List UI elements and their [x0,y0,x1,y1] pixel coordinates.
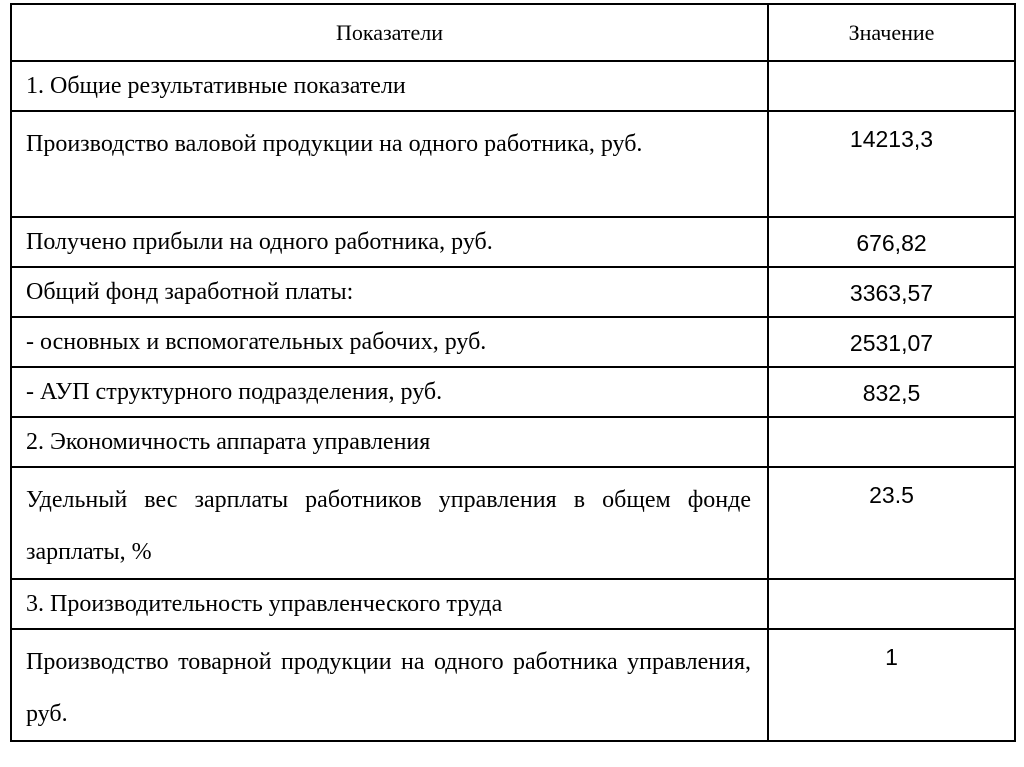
table-row [11,629,1015,741]
row-label: Удельный вес зарплаты работников управления в общем фонде зарплаты, % [11,467,768,579]
table-header-row [11,4,1015,61]
indicators-table [10,3,1016,742]
row-label: Общий фонд заработной платы: [11,267,768,317]
table-row [11,61,1015,111]
row-value: 2531,07 [768,317,1015,367]
section-heading-performance: 1. Общие результативные показатели [11,61,768,111]
row-value: 1 [768,629,1015,741]
row-value: 676,82 [768,217,1015,267]
row-label: - АУП структурного подразделения, руб. [11,367,768,417]
column-header-value: Значение [768,4,1015,61]
row-value: 3363,57 [768,267,1015,317]
table-row [11,111,1015,217]
row-label: Получено прибыли на одного работника, руб. [11,217,768,267]
table-row [11,467,1015,579]
row-value: 832,5 [768,367,1015,417]
row-label: - основных и вспомогательных рабочих, руб. [11,317,768,367]
section-heading-productivity: 3. Производительность управленческого труда [11,579,768,629]
row-value: 23.5 [768,467,1015,579]
table-row [11,267,1015,317]
table-row [11,317,1015,367]
row-value: 14213,3 [768,111,1015,217]
row-value [768,417,1015,467]
table-row [11,367,1015,417]
column-header-indicators: Показатели [11,4,768,61]
table-row [11,579,1015,629]
row-label: Производство валовой продукции на одного работника, руб. [11,111,768,217]
row-label: Производство товарной продукции на одного работника управления, руб. [11,629,768,741]
section-heading-efficiency: 2. Экономичность аппарата управления [11,417,768,467]
row-value [768,61,1015,111]
row-value [768,579,1015,629]
table-row [11,417,1015,467]
table-row [11,217,1015,267]
